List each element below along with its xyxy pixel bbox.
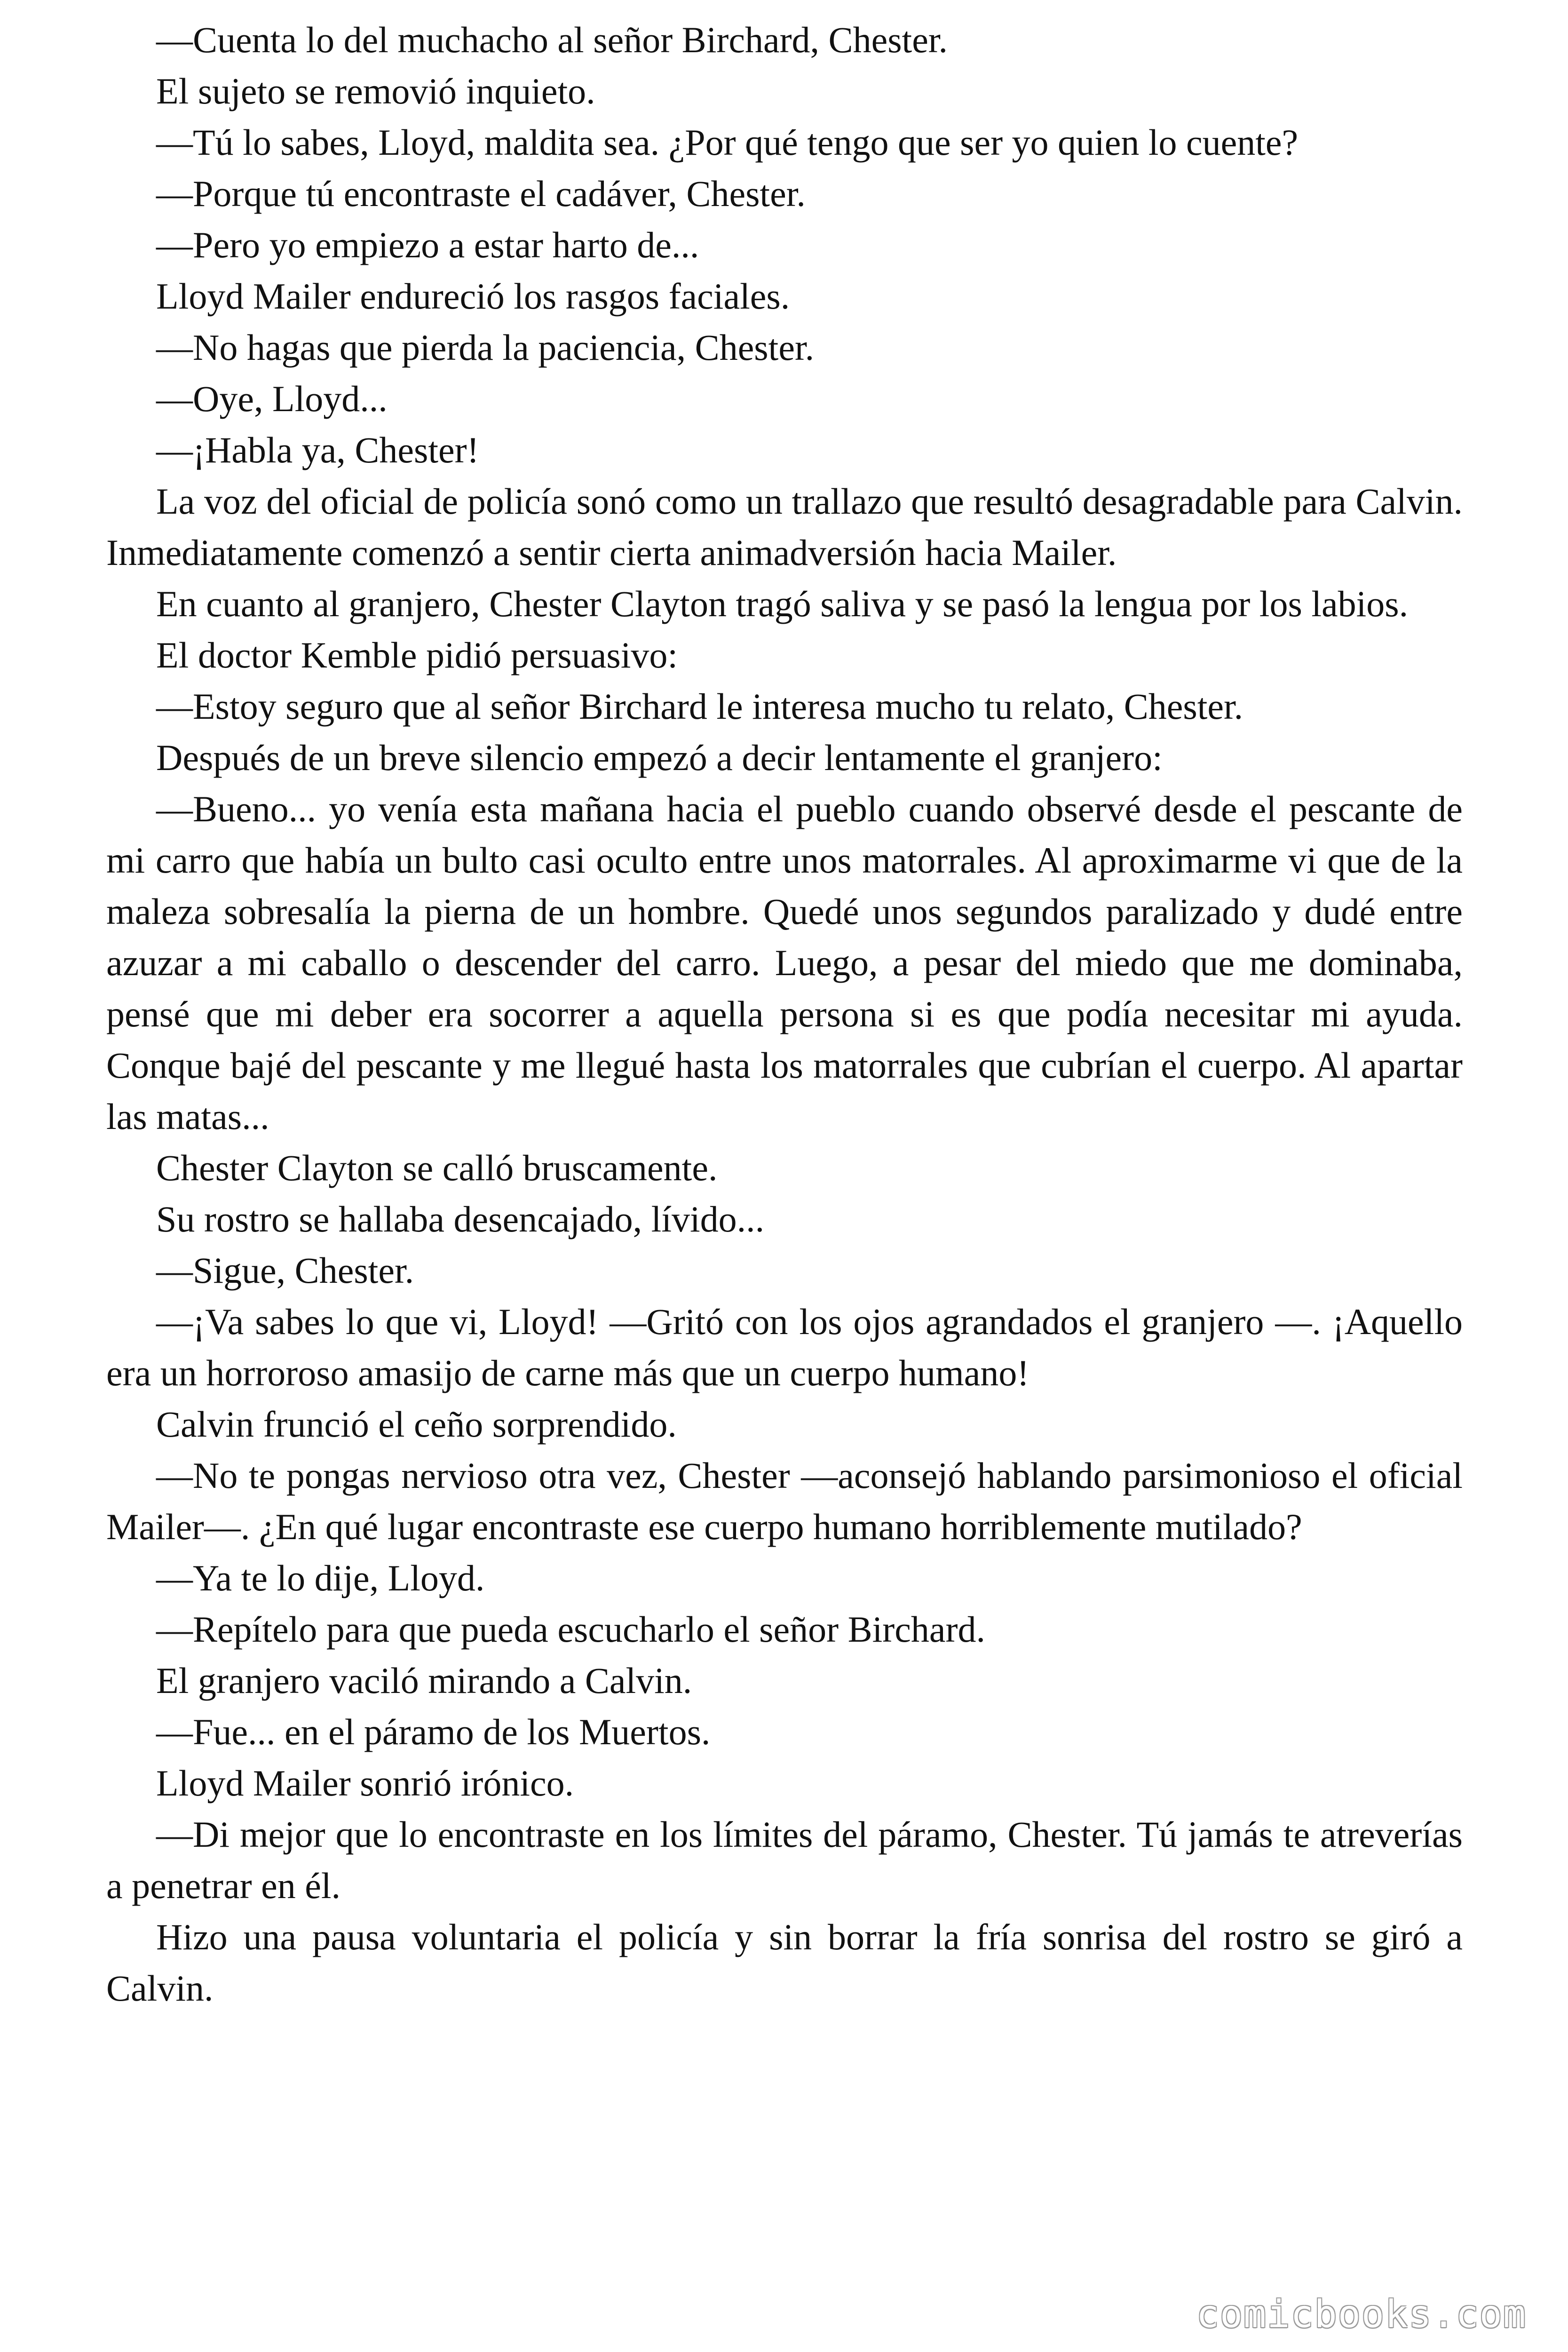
paragraph: Su rostro se hallaba desencajado, lívido...: [156, 1199, 765, 1240]
paragraph: El doctor Kemble pidió persuasivo:: [156, 635, 678, 675]
paragraph: —¡Va sabes lo que vi, Lloyd! —Gritó con los ojos agrandados el granjero —. ¡Aquello era un horroroso amasijo de carne más que un cuerpo humano!: [106, 1301, 1463, 1393]
paragraph: —Repítelo para que pueda escucharlo el señor Birchard.: [156, 1609, 985, 1650]
paragraph: —Estoy seguro que al señor Birchard le interesa mucho tu relato, Chester.: [156, 686, 1243, 727]
paragraph: Lloyd Mailer endureció los rasgos faciales.: [156, 276, 790, 317]
paragraph: —Cuenta lo del muchacho al señor Birchard, Chester.: [156, 19, 948, 60]
paragraph: —Tú lo sabes, Lloyd, maldita sea. ¿Por qué tengo que ser yo quien lo cuente?: [156, 122, 1299, 163]
paragraph: El sujeto se removió inquieto.: [156, 71, 595, 111]
paragraph: El granjero vaciló mirando a Calvin.: [156, 1660, 692, 1701]
paragraph: —Ya te lo dije, Lloyd.: [156, 1557, 485, 1598]
paragraph: Hizo una pausa voluntaria el policía y sin borrar la fría sonrisa del rostro se giró a Calvin.: [106, 1916, 1463, 2009]
paragraph: En cuanto al granjero, Chester Clayton tragó saliva y se pasó la lengua por los labios.: [156, 583, 1409, 624]
paragraph: Lloyd Mailer sonrió irónico.: [156, 1763, 574, 1804]
paragraph: Calvin frunció el ceño sorprendido.: [156, 1404, 677, 1445]
paragraph: Después de un breve silencio empezó a decir lentamente el granjero:: [156, 737, 1163, 778]
paragraph: La voz del oficial de policía sonó como un trallazo que resultó desagradable para Calvin. Inmediatamente comenzó a sentir cierta animadversión hacia Mailer.: [106, 481, 1463, 573]
paragraph: Chester Clayton se calló bruscamente.: [156, 1147, 718, 1188]
paragraph: —No te pongas nervioso otra vez, Chester —aconsejó hablando parsimonioso el oficial Mailer—. ¿En qué lugar encontraste ese cuerpo humano horriblemente mutilado?: [106, 1455, 1463, 1547]
paragraph: —Oye, Lloyd...: [156, 378, 388, 419]
watermark: comicbooks.com: [1196, 2292, 1527, 2336]
paragraph: —Pero yo empiezo a estar harto de...: [156, 224, 699, 265]
paragraph: —Di mejor que lo encontraste en los límites del páramo, Chester. Tú jamás te atreverías a penetrar en él.: [106, 1814, 1463, 1906]
paragraph: —Fue... en el páramo de los Muertos.: [156, 1711, 711, 1752]
paragraph: —¡Habla ya, Chester!: [156, 429, 479, 470]
paragraph: —No hagas que pierda la paciencia, Chester.: [156, 327, 815, 368]
book-page-text: [106, 14, 1463, 2014]
paragraph: —Sigue, Chester.: [156, 1250, 414, 1291]
paragraph: —Bueno... yo venía esta mañana hacia el pueblo cuando observé desde el pescante de mi carro que había un bulto casi oculto entre unos matorrales. Al aproximarme vi que de la maleza sobresalía la pierna de un hombre. Quedé unos segundos paralizado y dudé entre azuzar a mi caballo o descender del carro. Luego, a pesar del miedo que me dominaba, pensé que mi deber era socorrer a aquella persona si es que podía necesitar mi ayuda. Conque bajé del pescante y me llegué hasta los matorrales que cubrían el cuerpo. Al apartar las matas...: [106, 788, 1463, 1137]
paragraph: —Porque tú encontraste el cadáver, Chester.: [156, 173, 806, 214]
